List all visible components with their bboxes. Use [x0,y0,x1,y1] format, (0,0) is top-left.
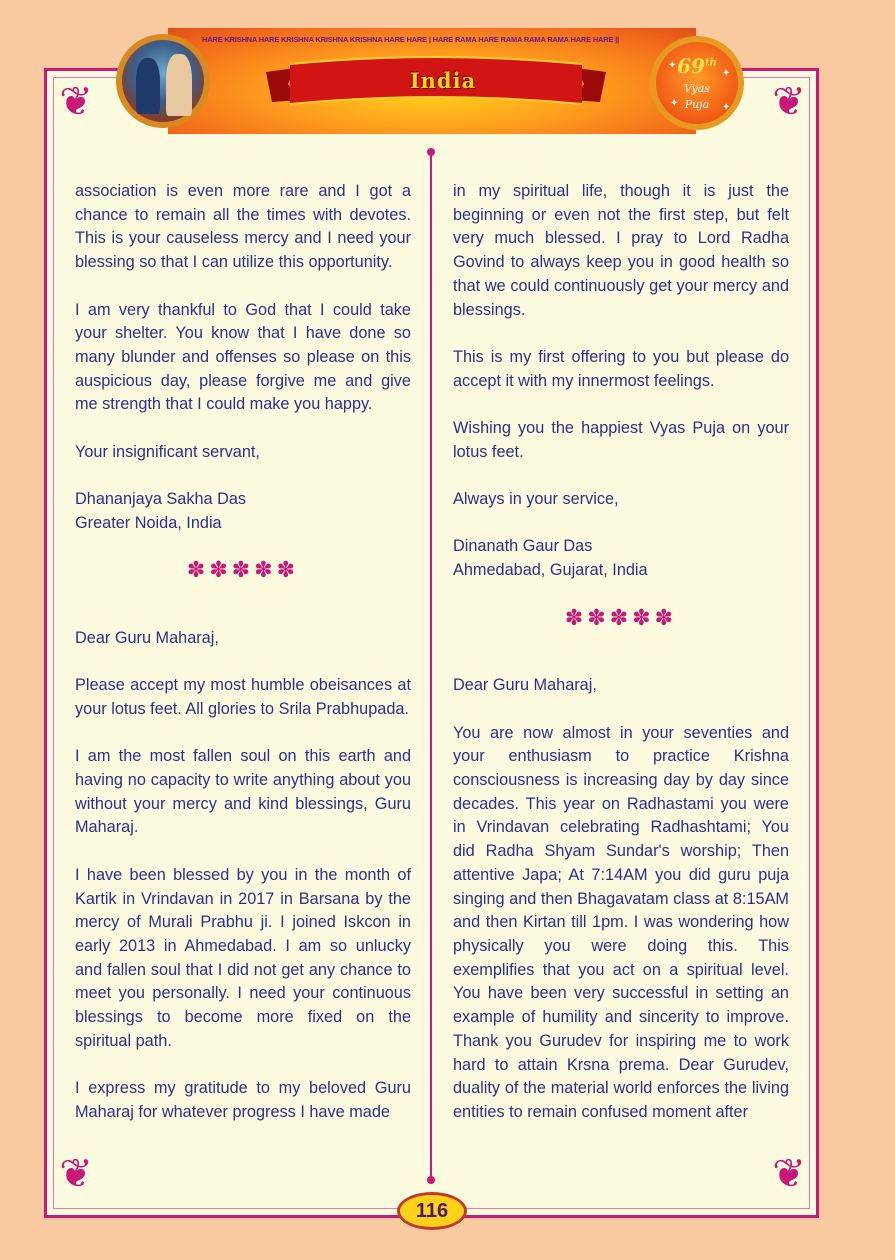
sparkle-icon: ✦ [668,60,677,71]
sparkle-icon: ✦ [722,68,731,79]
signature [453,535,789,582]
corner-ornament-icon: ❦ [772,1151,806,1197]
paragraph: association is even more rare and I got a chance to remain all the times with devotes. This is your causeless mercy and I need your blessing so that I can utilize this opportunity. [75,182,411,272]
signature-name: Dhananjaya Sakha Das [75,490,247,509]
corner-ornament-icon: ❦ [59,1151,93,1197]
badge-line-vyas: Vyas [684,82,710,95]
right-column [453,180,789,1148]
sparkle-icon: ✦ [722,102,731,113]
signature-place: Greater Noida, India [75,513,222,532]
salutation: Dear Guru Maharaj, [453,676,597,695]
paragraph: Please accept my most humble obeisances at your lotus feet. All glories to Srila Prabhupada. [75,676,411,718]
paragraph: Your insignificant servant, [75,442,260,461]
paragraph: I am the most fallen soul on this earth and having no capacity to write anything about you without your mercy and kind blessings, Guru Maharaj. [75,747,411,837]
corner-ornament-icon: ❦ [772,79,806,125]
deity-medallion [116,34,210,128]
paragraph: Wishing you the happiest Vyas Puja on your lotus feet. [453,419,789,461]
column-divider [430,152,432,1182]
page-number: 116 [397,1192,467,1230]
signature-name: Dinanath Gaur Das [453,537,593,556]
vyas-puja-badge [650,36,744,130]
paragraph: in my spiritual life, though it is just the beginning or even not the first step, but felt very much blessed. I pray to Lord Radha Govind to always keep you in good health so that we could continuously get your mercy and blessings. [453,182,789,319]
badge-line-puja: Puja [684,98,710,111]
separator-stars: ✽✽✽✽✽ [186,558,300,584]
badge-number-value: 69 [677,54,705,78]
paragraph: I express my gratitude to my beloved Guru Maharaj for whatever progress I have made [75,1079,411,1121]
corner-ornament-icon: ❦ [59,79,93,125]
page-title: India [409,68,477,93]
divider-dot [427,1176,435,1184]
separator-stars: ✽✽✽✽✽ [564,605,678,631]
sparkle-icon: ✦ [670,98,679,109]
badge-number [656,54,738,78]
left-column [75,180,411,1148]
paragraph: I am very thankful to God that I could take your shelter. You know that I have done so many blunder and offenses so please on this auspicious day, please forgive me and give me strength that I could make you happy. [75,300,411,414]
salutation: Dear Guru Maharaj, [75,628,219,647]
divider-dot [427,148,435,156]
paragraph: Always in your service, [453,490,619,509]
paragraph: I have been blessed by you in the month of Kartik in Vrindavan in 2017 in Barsana by the mercy of Murali Prabhu ji. I joined Iskcon in early 2013 in Ahmedabad. I am so unlucky and fallen soul that I did not get any chance to meet you personally. I need your continuous blessings to become more fixed on the spiritual path. [75,865,411,1050]
badge-number-suffix: th [704,57,717,69]
paragraph: This is my first offering to you but please do accept it with my innermost feelings. [453,347,789,390]
signature-place: Ahmedabad, Gujarat, India [453,561,648,580]
paragraph: You are now almost in your seventies and your enthusiasm to practice Krishna consciousness is increasing day by day since decades. This year on Radhastami you were in Vrindavan celebrating Radhashtami; You did Radha Shyam Sundar's worship; Then attentive Japa; At 7:14AM you did guru puja singing and then Bhagavatam class at 8:15AM and then Kirtan till 1pm. I was wondering how physically you were doing this. This exemplifies that you act on a spiritual level. You have been very successful in setting an example of humility and sincerity to improve. Thank you Gurudev for inspiring me to work hard to attain Krsna prema. Dear Gurudev, duality of the material world enforces the living entities to remain confused moment after [453,723,789,1121]
signature [75,488,411,535]
header-mantra: HARE KRISHNA HARE KRISHNA KRISHNA KRISHNA HARE HARE | HARE RAMA HARE RAMA RAMA RAMA HARE HARE || [202,35,619,44]
